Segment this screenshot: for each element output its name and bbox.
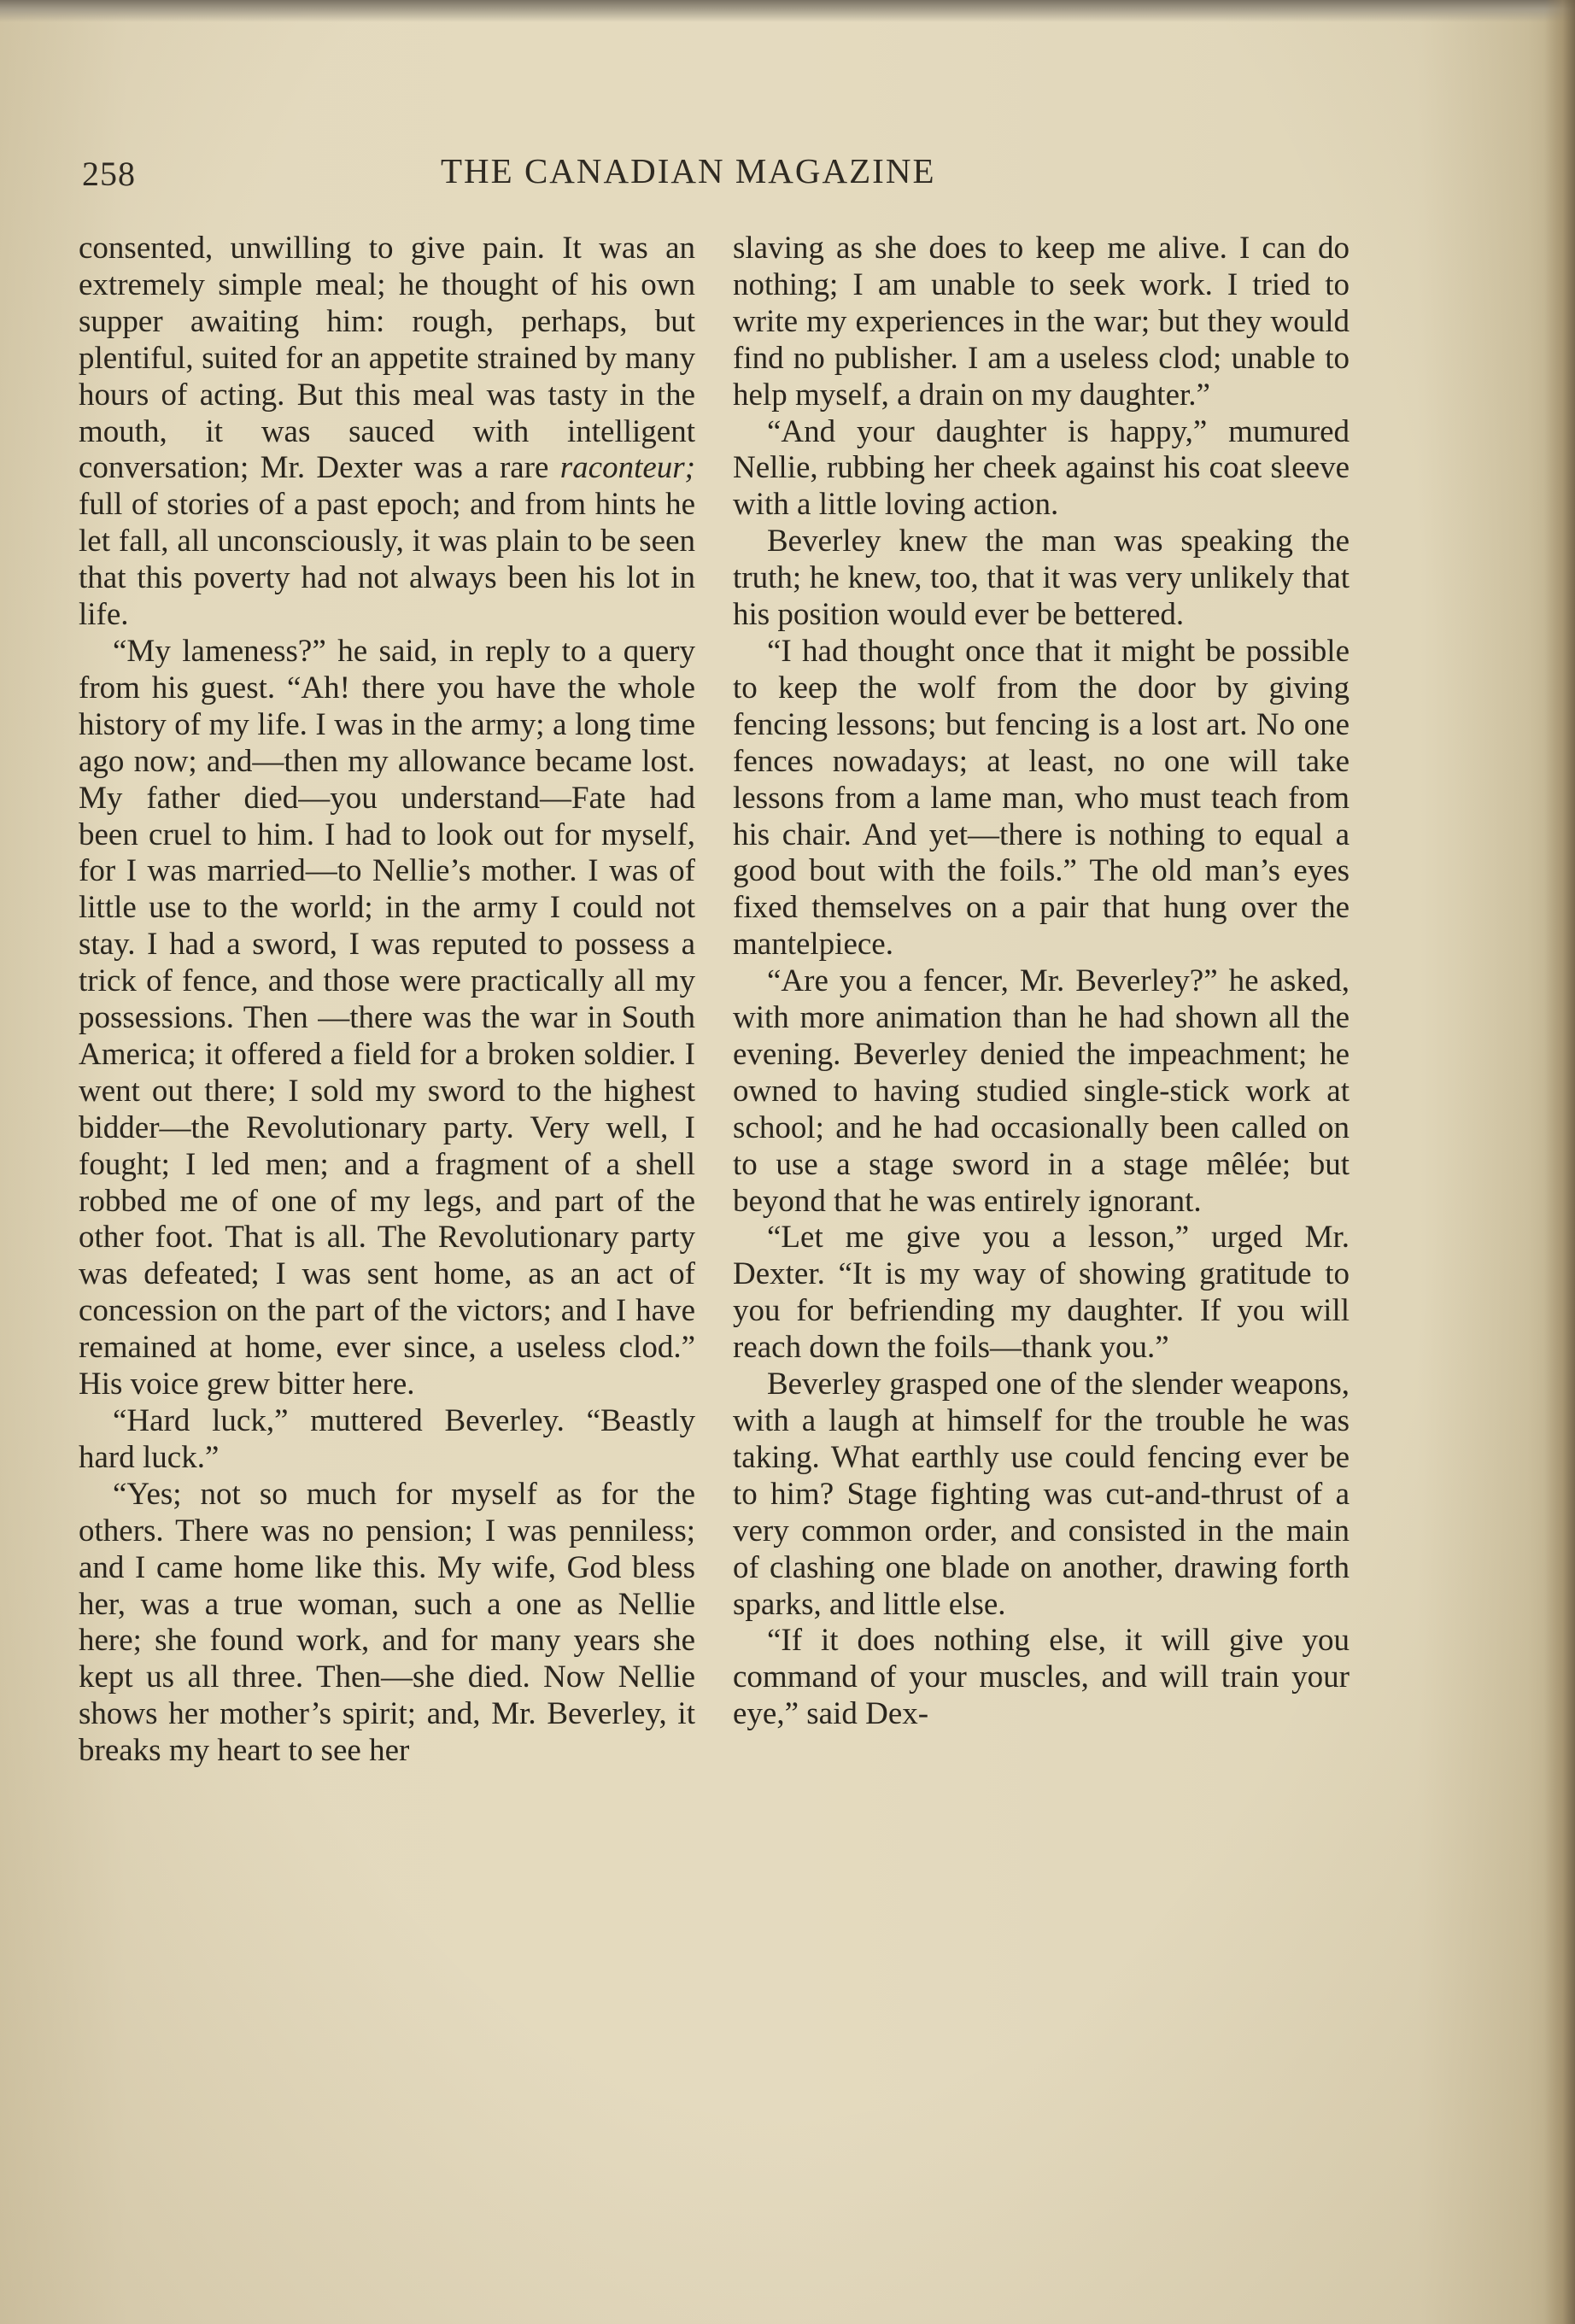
paragraph: “Hard luck,” muttered Beverley. “Beastly hard luck.” <box>79 1403 695 1475</box>
text-column-left <box>79 231 695 1770</box>
page-binding-edge <box>1544 0 1575 2324</box>
paragraph: “Are you a fencer, Mr. Beverley?” he asked, with more animation than he had shown all the evening. Beverley denied the impeachment; he owned to having studied single-stick work at school; and he had occasionally been called on to use a stage sword in a stage mêlée; but beyond that he was entirely ignorant. <box>733 963 1350 1219</box>
italic-word: raconteur; <box>559 450 695 486</box>
paragraph: “Yes; not so much for myself as for the others. There was no pension; I was penniless; and I came home like this. My wife, God bless her, was a true woman, such a one as Nellie here; she found work, and for many years she kept us all three. Then—she died. Now Nellie shows her mother’s spirit; and, Mr. Beverley, it breaks my heart to see her <box>79 1476 695 1769</box>
page-top-shadow <box>0 0 1575 22</box>
paragraph: slaving as she does to keep me alive. I can do nothing; I am unable to seek work. I tried to write my experiences in the war; but they would find no publisher. I am a useless clod; unable to help myself, a drain on my daughter.” <box>733 231 1350 413</box>
page-header <box>82 147 1355 198</box>
paragraph <box>79 231 695 634</box>
paragraph: “If it does nothing else, it will give you command of your muscles, and will train your eye,” said Dex- <box>733 1623 1350 1732</box>
paragraph-text: full of stories of a past epoch; and from hints he let fall, all unconsciously, it was plain to be seen that this poverty had not always been his lot in life. <box>79 487 695 633</box>
paragraph: Beverley knew the man was speaking the truth; he knew, too, that it was very unlikely that his position would ever be bettered. <box>733 524 1350 633</box>
text-column-right <box>733 231 1350 1733</box>
paragraph-text: consented, unwilling to give pain. It was an extremely simple meal; he thought of his own supper awaiting him: rough, perhaps, but plentiful, suited for an appetite strained by many hours of acting. But this meal was tasty in the mouth, it was sauced with intelligent conversation; Mr. Dexter was a rare <box>79 231 695 486</box>
running-title: THE CANADIAN MAGAZINE <box>441 151 936 190</box>
paragraph: “Let me give you a lesson,” urged Mr. Dexter. “It is my way of showing gratitude to you for befriending my daughter. If you will reach down the foils—thank you.” <box>733 1220 1350 1366</box>
paragraph: “My lameness?” he said, in reply to a query from his guest. “Ah! there you have the whole history of my life. I was in the army; a long time ago now; and—then my allowance became lost. My father died—you understand—Fate had been cruel to him. I had to look out for myself, for I was married—to Nellie’s mother. I was of little use to the world; in the army I could not stay. I had a sword, I was reputed to possess a trick of fence, and those were practically all my possessions. Then —there was the war in South America; it offered a field for a broken soldier. I went out there; I sold my sword to the highest bidder—the Revolutionary party. Very well, I fought; I led men; and a fragment of a shell robbed me of one of my legs, and part of the other foot. That is all. The Revolutionary party was defeated; I was sent home, as an act of concession on the part of the victors; and I have remained at home, ever since, a useless clod.” His voice grew bitter here. <box>79 633 695 1402</box>
paragraph: Beverley grasped one of the slender weapons, with a laugh at himself for the trouble he was taking. What earthly use could fencing ever be to him? Stage fighting was cut-and-thrust of a very common order, and consisted in the main of clashing one blade on another, drawing forth sparks, and little else. <box>733 1367 1350 1622</box>
page-number: 258 <box>82 155 136 193</box>
paragraph: “And your daughter is happy,” mumured Nellie, rubbing her cheek against his coat sleeve with a little loving action. <box>733 413 1350 523</box>
paragraph: “I had thought once that it might be possible to keep the wolf from the door by giving fencing lessons; but fencing is a lost art. No one fences nowadays; at least, no one will take lessons from a lame man, who must teach from his chair. And yet—there is nothing to equal a good bout with the foils.” The old man’s eyes fixed themselves on a pair that hung over the mantelpiece. <box>733 633 1350 963</box>
